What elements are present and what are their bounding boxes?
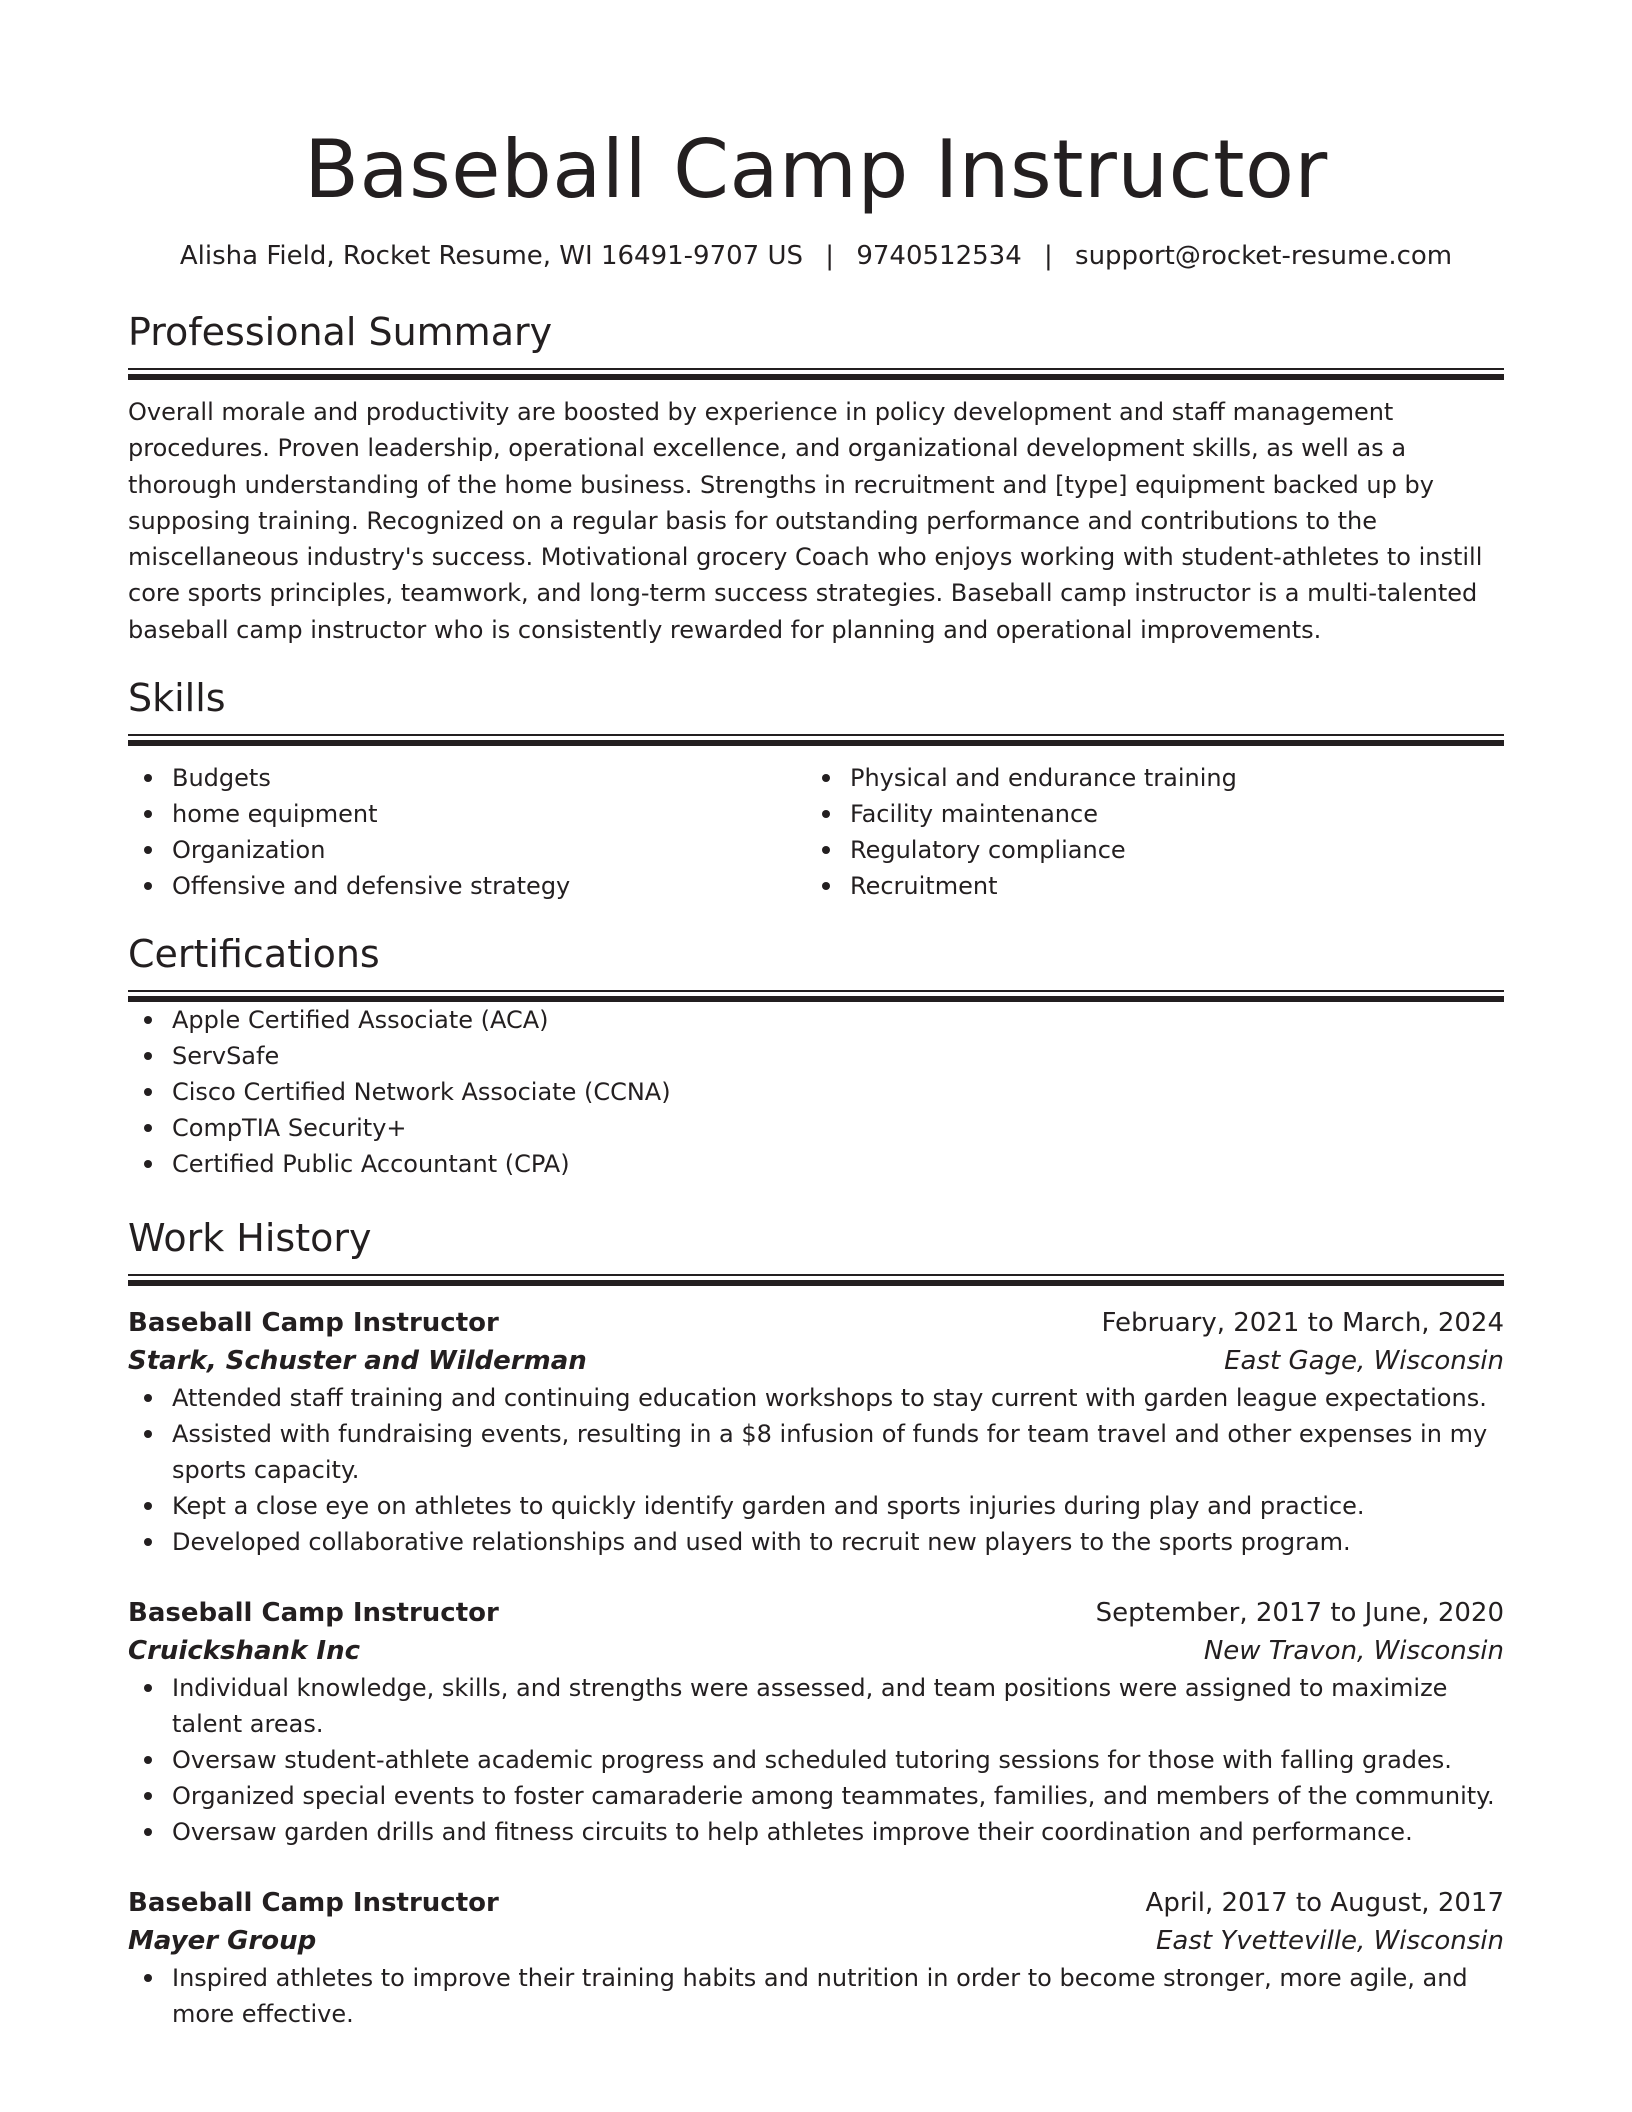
- contact-address: Alisha Field, Rocket Resume, WI 16491-9707 US: [179, 241, 804, 271]
- work-history-heading: Work History: [128, 1216, 372, 1261]
- job-title: Baseball Camp Instructor: [128, 1308, 499, 1339]
- job-duty: Oversaw garden drills and fitness circuits to help athletes improve their coordination and performance.: [128, 1814, 1504, 1850]
- skills-list-left: [128, 760, 806, 904]
- job-entry: [128, 1884, 1504, 2032]
- contact-phone: 9740512534: [856, 241, 1022, 271]
- skill-item: Budgets: [128, 760, 806, 796]
- section-divider: [128, 368, 1504, 380]
- job-location: East Yvetteville, Wisconsin: [1155, 1926, 1504, 1957]
- job-duty: Assisted with fundraising events, resulting in a $8 infusion of funds for team travel and other expenses in my sports capacity.: [128, 1416, 1504, 1488]
- job-duty: Organized special events to foster camaraderie among teammates, families, and members of the community.: [128, 1778, 1504, 1814]
- skill-item: Facility maintenance: [806, 796, 1484, 832]
- summary-text: Overall morale and productivity are boosted by experience in policy development and staff management procedures. Proven leadership, operational excellence, and organizational development skills, as well as a thorough understanding of the home business. Strengths in recruitment and [type] equipment backed up by supposing training. Recognized on a regular basis for outstanding performance and contributions to the miscellaneous industry's success. Motivational grocery Coach who enjoys working with student-athletes to instill core sports principles, teamwork, and long-term success strategies. Baseball camp instructor is a multi-talented baseball camp instructor who is consistently rewarded for planning and operational improvements.: [128, 398, 1483, 644]
- job-company: Stark, Schuster and Wilderman: [128, 1346, 587, 1377]
- certification-item: Certified Public Accountant (CPA): [128, 1146, 1504, 1182]
- job-duty: Developed collaborative relationships and used with to recruit new players to the sports program.: [128, 1524, 1504, 1560]
- job-duty: Kept a close eye on athletes to quickly identify garden and sports injuries during play and practice.: [128, 1488, 1504, 1524]
- skill-item: Physical and endurance training: [806, 760, 1484, 796]
- job-duty: Oversaw student-athlete academic progress and scheduled tutoring sessions for those with falling grades.: [128, 1742, 1504, 1778]
- skill-item: Recruitment: [806, 868, 1484, 904]
- job-entry: [128, 1594, 1504, 1850]
- job-company: Mayer Group: [128, 1926, 317, 1957]
- certification-item: Apple Certified Associate (ACA): [128, 1002, 1504, 1038]
- job-location: New Travon, Wisconsin: [1203, 1636, 1504, 1667]
- contact-line: [128, 238, 1504, 274]
- certification-item: CompTIA Security+: [128, 1110, 1504, 1146]
- skills-list-right: [806, 760, 1484, 904]
- contact-separator: |: [1044, 241, 1053, 271]
- section-divider: [128, 734, 1504, 746]
- contact-email[interactable]: support@rocket-resume.com: [1075, 241, 1453, 271]
- certifications-section: [128, 930, 1504, 1182]
- section-divider: [128, 1274, 1504, 1286]
- job-dates: April, 2017 to August, 2017: [1145, 1888, 1504, 1919]
- job-duties-list: [128, 1960, 1504, 2032]
- job-location: East Gage, Wisconsin: [1224, 1346, 1504, 1377]
- certifications-list: [128, 1002, 1504, 1182]
- job-duties-list: [128, 1380, 1504, 1560]
- job-company: Cruickshank Inc: [128, 1636, 361, 1667]
- certification-item: Cisco Certified Network Associate (CCNA): [128, 1074, 1504, 1110]
- section-divider: [128, 990, 1504, 1002]
- job-title: Baseball Camp Instructor: [128, 1888, 499, 1919]
- skill-item: Regulatory compliance: [806, 832, 1484, 868]
- resume-title: Baseball Camp Instructor: [304, 123, 1328, 216]
- job-dates: September, 2017 to June, 2020: [1095, 1598, 1504, 1629]
- job-duties-list: [128, 1670, 1504, 1850]
- skills-grid: [128, 760, 1504, 904]
- skill-item: Offensive and defensive strategy: [128, 868, 806, 904]
- summary-heading: Professional Summary: [128, 310, 553, 354]
- job-entry: [128, 1304, 1504, 1560]
- work-history-section: [128, 1214, 1504, 2032]
- contact-separator: |: [825, 241, 835, 271]
- summary-section: [128, 308, 1504, 648]
- certification-item: ServSafe: [128, 1038, 1504, 1074]
- resume-page: [128, 120, 1504, 2032]
- job-duty: Inspired athletes to improve their training habits and nutrition in order to become stronger, more agile, and more effective.: [128, 1960, 1504, 2032]
- certifications-heading: Certifications: [128, 932, 380, 977]
- skills-heading: Skills: [128, 676, 226, 721]
- job-title: Baseball Camp Instructor: [128, 1598, 499, 1629]
- skills-section: [128, 674, 1504, 904]
- job-duty: Attended staff training and continuing education workshops to stay current with garden league expectations.: [128, 1380, 1504, 1416]
- job-duty: Individual knowledge, skills, and strengths were assessed, and team positions were assigned to maximize talent areas.: [128, 1670, 1504, 1742]
- skill-item: home equipment: [128, 796, 806, 832]
- job-dates: February, 2021 to March, 2024: [1101, 1308, 1504, 1339]
- skill-item: Organization: [128, 832, 806, 868]
